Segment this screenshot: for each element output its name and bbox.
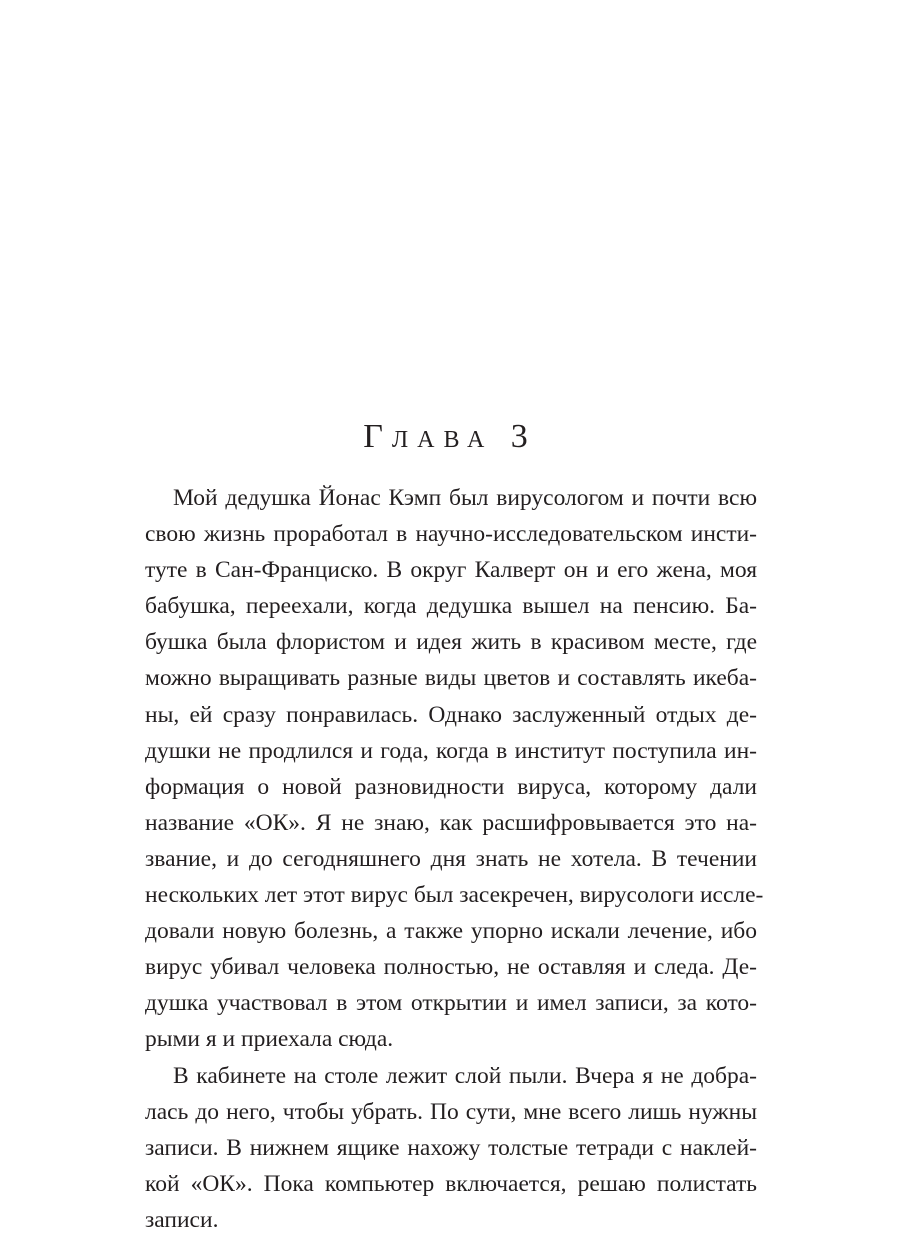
text-line: довали новую болезнь, а также упорно искали лечение, ибо: [145, 918, 757, 945]
text-line: туте в Сан-Франциско. В округ Калверт он и его жена, моя: [145, 557, 757, 584]
paragraph-2: [145, 1058, 757, 1238]
text-line: формация о новой разновидности вируса, которому дали: [145, 773, 757, 800]
text-line: записи. В нижнем ящике нахожу толстые тетради с наклей-: [145, 1134, 757, 1161]
body-text: [145, 480, 764, 1238]
text-line: бабушка, переехали, когда дедушка вышел на пенсию. Ба-: [145, 593, 757, 620]
paragraph-1: [145, 480, 764, 1058]
text-line: звание, и до сегодняшнего дня знать не хотела. В течении: [145, 845, 757, 872]
text-line: рыми я и приехала сюда.: [145, 1026, 394, 1053]
text-line: В кабинете на столе лежит слой пыли. Вчера я не добра-: [173, 1062, 757, 1089]
text-line: вирус убивал человека полностью, не оставляя и следа. Де-: [145, 954, 757, 981]
text-line: душка участвовал в этом открытии и имел записи, за кото-: [145, 990, 757, 1017]
text-line: записи.: [145, 1206, 219, 1233]
text-line: лась до него, чтобы убрать. По сути, мне всего лишь нужны: [145, 1098, 757, 1125]
text-line: Мой дедушка Йонас Кэмп был вирусологом и почти всю: [173, 485, 757, 511]
text-line: кой «ОК». Пока компьютер включается, решаю полистать: [145, 1170, 757, 1197]
text-line: ны, ей сразу понравилась. Однако заслуженный отдых де-: [145, 701, 757, 728]
text-line: свою жизнь проработал в научно-исследовательском инсти-: [145, 521, 757, 548]
text-line: нескольких лет этот вирус был засекречен, вирусологи иссле-: [145, 882, 764, 909]
text-line: душки не продлился и года, когда в институт поступила ин-: [145, 737, 757, 764]
text-line: название «ОК». Я не знаю, как расшифровывается это на-: [145, 809, 757, 836]
text-line: бушка была флористом и идея жить в красивом месте, где: [145, 629, 757, 656]
chapter-title: Глава 3: [363, 418, 537, 455]
text-line: можно выращивать разные виды цветов и составлять икеба-: [145, 665, 757, 692]
